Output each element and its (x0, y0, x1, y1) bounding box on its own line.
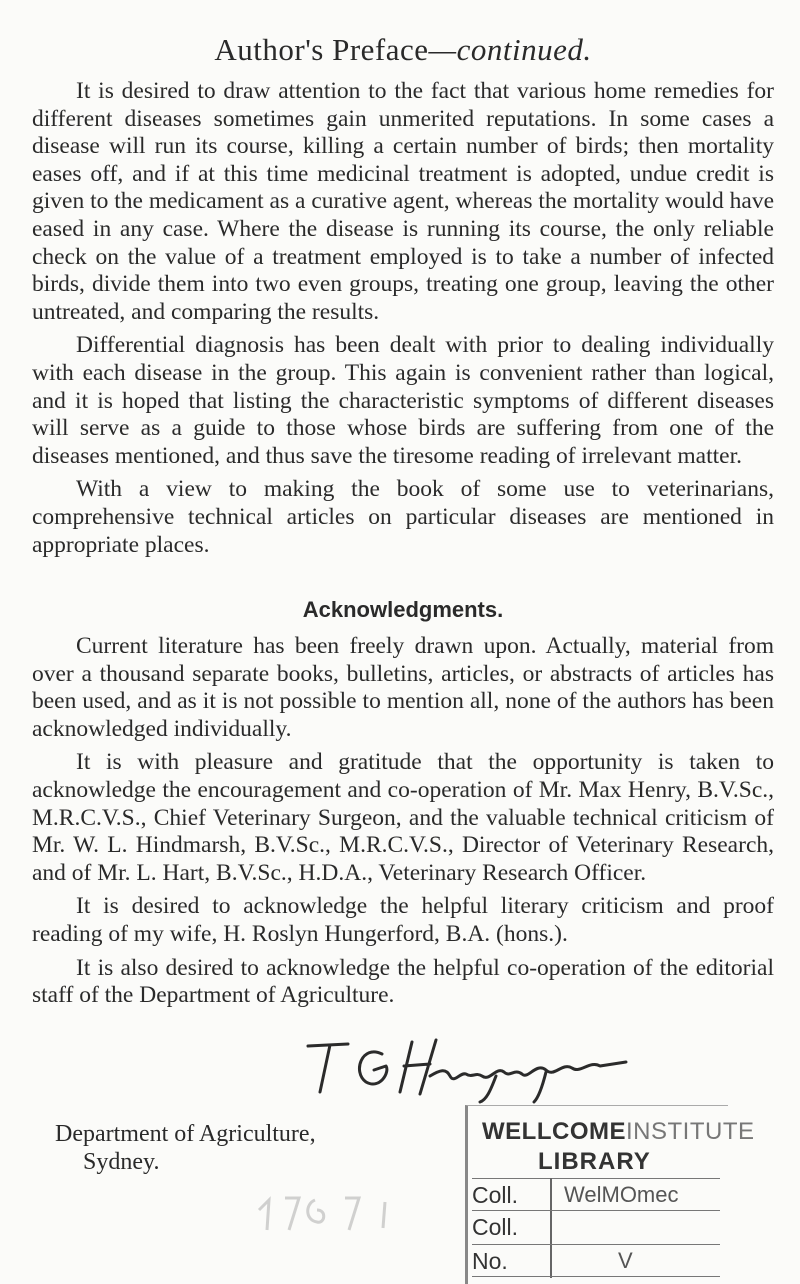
preface-paragraph: It is desired to draw attention to the fact that various home remedies for different diseases sometimes gain unmerited reputations. In some cases a disease will run its course, killing a certain number of birds; then mortality eases off, and if at this time medicinal treatment is adopted, undue credit is given to the medicament as a curative agent, whereas the mortality would have eased in any case. Where the disease is running its course, the only reliable check on the value of a treatment employed is to take a number of infected birds, divide them into two even groups, treating one group, leaving the other untreated, and comparing the results. (32, 78, 774, 325)
stamp-title: WELLCOMEINSTITUTE (482, 1118, 755, 1145)
page-heading (32, 32, 774, 68)
acknowledgment-paragraph: It is desired to acknowledge the helpful literary criticism and proof reading of my wife, H. Roslyn Hungerford, B.A. (hons.). (32, 893, 774, 948)
stamp-rule (472, 1210, 720, 1211)
heading-suffix: —continued. (428, 32, 592, 67)
stamp-coll-value: WelMOmec (564, 1182, 679, 1207)
stamp-column-divider (550, 1178, 552, 1278)
department-address (55, 1120, 316, 1176)
stamp-number-value: V (618, 1248, 633, 1273)
heading-main: Author's Preface (214, 32, 429, 67)
stamp-rule (472, 1178, 720, 1179)
acknowledgment-paragraph: It is also desired to acknowledge the helpful co-operation of the editorial staff of the Department of Agriculture. (32, 954, 774, 1009)
preface-paragraph: With a view to making the book of some use to veterinarians, comprehensive technical articles on particular diseases are mentioned in appropriate places. (32, 476, 774, 558)
handwritten-signature (300, 1032, 630, 1104)
acknowledgment-paragraph: It is with pleasure and gratitude that the opportunity is taken to acknowledge the encouragement and co-operation of Mr. Max Henry, B.V.Sc., M.R.C.V.S., Chief Veterinary Surgeon, and the valuable technical criticism of Mr. W. L. Hindmarsh, B.V.Sc., M.R.C.V.S., Director of Veterinary Research, and of Mr. L. Hart, B.V.Sc., H.D.A., Veterinary Research Officer. (32, 749, 774, 886)
faint-pencil-marks (255, 1180, 445, 1235)
department-city: Sydney. (83, 1149, 160, 1175)
library-stamp (465, 1105, 755, 1284)
preface-paragraph: Differential diagnosis has been dealt with prior to dealing individually with each disease in the group. This again is convenient rather than logical, and it is hoped that listing the characteristic symptoms of different diseases will serve as a guide to those whose birds are suffering from one of the diseases mentioned, and thus save the tiresome reading of irrelevant matter. (32, 332, 774, 469)
stamp-number-label: No. (472, 1248, 508, 1274)
stamp-coll-label: Coll. (472, 1182, 519, 1208)
stamp-rule (472, 1244, 720, 1245)
stamp-subtitle: LIBRARY (538, 1148, 651, 1175)
acknowledgment-paragraph: Current literature has been freely drawn upon. Actually, material from over a thousand separate books, bulletins, articles, or abstracts of articles has been used, and as it is not possible to mention all, none of the authors has been acknowledged individually. (32, 633, 774, 742)
acknowledgments-title: Acknowledgments. (302, 597, 504, 623)
page (32, 32, 774, 1010)
stamp-rule (472, 1276, 720, 1277)
department-name: Department of Agriculture, (55, 1121, 316, 1147)
stamp-coll-label-2: Coll. (472, 1214, 519, 1240)
